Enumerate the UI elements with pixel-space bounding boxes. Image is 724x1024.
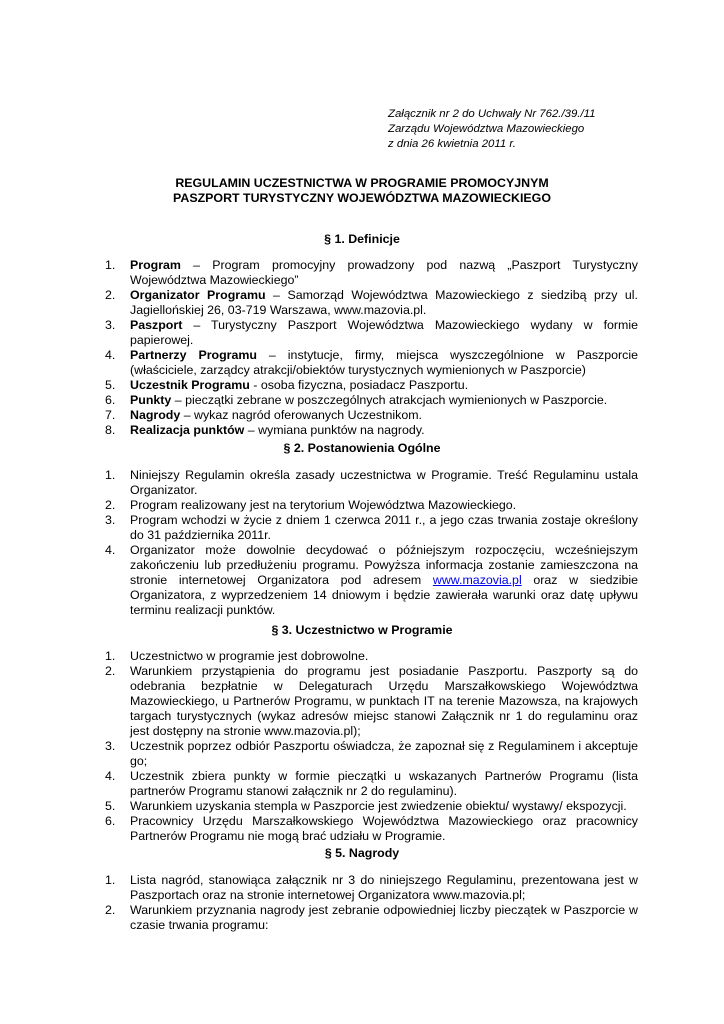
item-number: 3. — [105, 318, 116, 332]
list-item — [105, 288, 638, 318]
annex-line-2: Zarządu Województwa Mazowieckiego — [388, 123, 585, 135]
mazovia-link[interactable]: www.mazovia.pl — [432, 573, 522, 587]
item-text: Lista nagród, stanowiąca załącznik nr 3 do niniejszego Regulaminu, prezentowana jest w Paszportach oraz na stronie internetowej Organizatora www.mazovia.pl; — [130, 873, 638, 902]
term: Punkty — [130, 393, 172, 407]
list-item — [105, 814, 638, 844]
list-item — [105, 649, 638, 664]
item-text: Warunkiem przyznania nagrody jest zebranie odpowiedniej liczby pieczątek w Paszporcie w czasie trwania programu: — [130, 903, 638, 932]
list-item — [105, 799, 638, 814]
item-number: 6. — [105, 814, 116, 828]
list-item — [105, 423, 638, 438]
list-item — [105, 513, 638, 543]
section-3-heading: § 3. Uczestnictwo w Programie — [271, 623, 453, 637]
definition: – Program promocyjny prowadzony pod nazwą „Paszport Turystyczny Województwa Mazowieckiego” — [130, 258, 638, 287]
list-item — [105, 318, 638, 348]
item-text: Program realizowany jest na terytorium Województwa Mazowieckiego. — [130, 498, 517, 512]
item-number: 5. — [105, 799, 116, 813]
definition: – instytucje, firmy, miejsca wyszczególnione w Paszporcie (właściciele, zarządcy atrakcji/obiektów turystycznych wymienionych w Paszporcie) — [130, 348, 638, 377]
list-item — [105, 408, 638, 423]
list-item — [105, 348, 638, 378]
title-line-1: REGULAMIN UCZESTNICTWA W PROGRAMIE PROMOCYJNYM — [175, 176, 549, 190]
section-5-heading: § 5. Nagrody — [324, 846, 400, 860]
item-number: 5. — [105, 378, 116, 392]
section-3-list — [105, 649, 638, 844]
item-number: 2. — [105, 288, 116, 302]
item-number: 1. — [105, 873, 116, 887]
term: Program — [130, 258, 181, 272]
list-item — [105, 498, 638, 513]
annex-note — [388, 107, 688, 152]
definition: – wykaz nagród oferowanych Uczestnikom. — [180, 408, 422, 422]
item-text: Uczestnictwo w programie jest dobrowolne. — [130, 649, 369, 663]
term: Nagrody — [130, 408, 181, 422]
item-number: 3. — [105, 513, 116, 527]
term: Paszport — [130, 318, 183, 332]
annex-line-3: z dnia 26 kwietnia 2011 r. — [388, 138, 516, 150]
definition: – pieczątki zebrane w poszczególnych atrakcjach wymienionych w Paszporcie. — [171, 393, 608, 407]
definition: – Turystyczny Paszport Województwa Mazowieckiego wydany w formie papierowej. — [130, 318, 638, 347]
list-item — [105, 664, 638, 739]
item-text: Organizator może dowolnie decydować o późniejszym rozpoczęciu, wcześniejszym zakończeniu lub przedłużeniu programu. Powyższa informacja zostanie zamieszczona na stronie internetowej Organizatora pod adresem — [130, 543, 638, 587]
annex-line-1: Załącznik nr 2 do Uchwały Nr 762./39./11 — [388, 108, 596, 120]
item-number: 2. — [105, 664, 116, 678]
item-number: 8. — [105, 423, 116, 437]
term: Uczestnik Programu — [130, 378, 250, 392]
definition: - osoba fizyczna, posiadacz Paszportu. — [249, 378, 469, 392]
term: Organizator Programu — [130, 288, 266, 302]
term: Realizacja punktów — [130, 423, 245, 437]
item-text: Pracownicy Urzędu Marszałkowskiego Województwa Mazowieckiego oraz pracownicy Partnerów Programu nie mogą brać udziału w Programie. — [130, 814, 638, 843]
list-item — [105, 468, 638, 498]
section-2-heading: § 2. Postanowienia Ogólne — [283, 441, 441, 455]
list-item — [105, 769, 638, 799]
definition: – wymiana punktów na nagrody. — [244, 423, 425, 437]
item-text: oraz w siedzibie Organizatora, z wyprzedzeniem 14 dniowym i będzie zawierała warunki oraz datę upływu terminu realizacji punktów. — [130, 573, 638, 617]
section-1-heading: § 1. Definicje — [324, 232, 400, 246]
document-title — [0, 176, 724, 206]
list-item — [105, 873, 638, 903]
item-number: 1. — [105, 258, 116, 272]
list-item — [105, 378, 638, 393]
list-item — [105, 258, 638, 288]
item-number: 1. — [105, 649, 116, 663]
item-text: Niniejszy Regulamin określa zasady uczestnictwa w Programie. Treść Regulaminu ustala Organizator. — [130, 468, 638, 497]
item-text: Program wchodzi w życie z dniem 1 czerwca 2011 r., a jego czas trwania zostaje określony do 31 października 2011r. — [130, 513, 638, 542]
section-1-list — [105, 258, 638, 438]
item-number: 1. — [105, 468, 116, 482]
item-text: Warunkiem uzyskania stempla w Paszporcie jest zwiedzenie obiektu/ wystawy/ ekspozycji. — [130, 799, 627, 813]
section-5-list — [105, 873, 638, 933]
item-text: Uczestnik poprzez odbiór Paszportu oświadcza, że zapoznał się z Regulaminem i akceptuje go; — [130, 739, 638, 768]
list-item — [105, 393, 638, 408]
item-number: 7. — [105, 408, 116, 422]
item-number: 4. — [105, 543, 116, 557]
list-item — [105, 903, 638, 933]
term: Partnerzy Programu — [130, 348, 257, 362]
item-text: Uczestnik zbiera punkty w formie pieczątki u wskazanych Partnerów Programu (lista partnerów Programu stanowi załącznik nr 2 do regulaminu). — [130, 769, 638, 798]
item-number: 4. — [105, 769, 116, 783]
title-line-2: PASZPORT TURYSTYCZNY WOJEWÓDZTWA MAZOWIECKIEGO — [173, 191, 551, 205]
section-2-list — [105, 468, 638, 618]
definition: – Samorząd Województwa Mazowieckiego z siedzibą przy ul. Jagiellońskiej 26, 03-719 Warszawa, www.mazovia.pl. — [130, 288, 638, 317]
item-number: 6. — [105, 393, 116, 407]
list-item — [105, 543, 638, 618]
item-number: 2. — [105, 903, 116, 917]
item-number: 4. — [105, 348, 116, 362]
item-number: 3. — [105, 739, 116, 753]
item-number: 2. — [105, 498, 116, 512]
list-item — [105, 739, 638, 769]
item-text: Warunkiem przystąpienia do programu jest posiadanie Paszportu. Paszporty są do odebrania bezpłatnie w Delegaturach Urzędu Marszałkowskiego Województwa Mazowieckiego, u Partnerów Programu, w punktach IT na terenie Mazowsza, na krajowych targach turystycznych (wykaz adresów miejsc stanowi Załącznik nr 1 do regulaminu oraz jest dostępny na stronie www.mazovia.pl); — [130, 664, 638, 738]
